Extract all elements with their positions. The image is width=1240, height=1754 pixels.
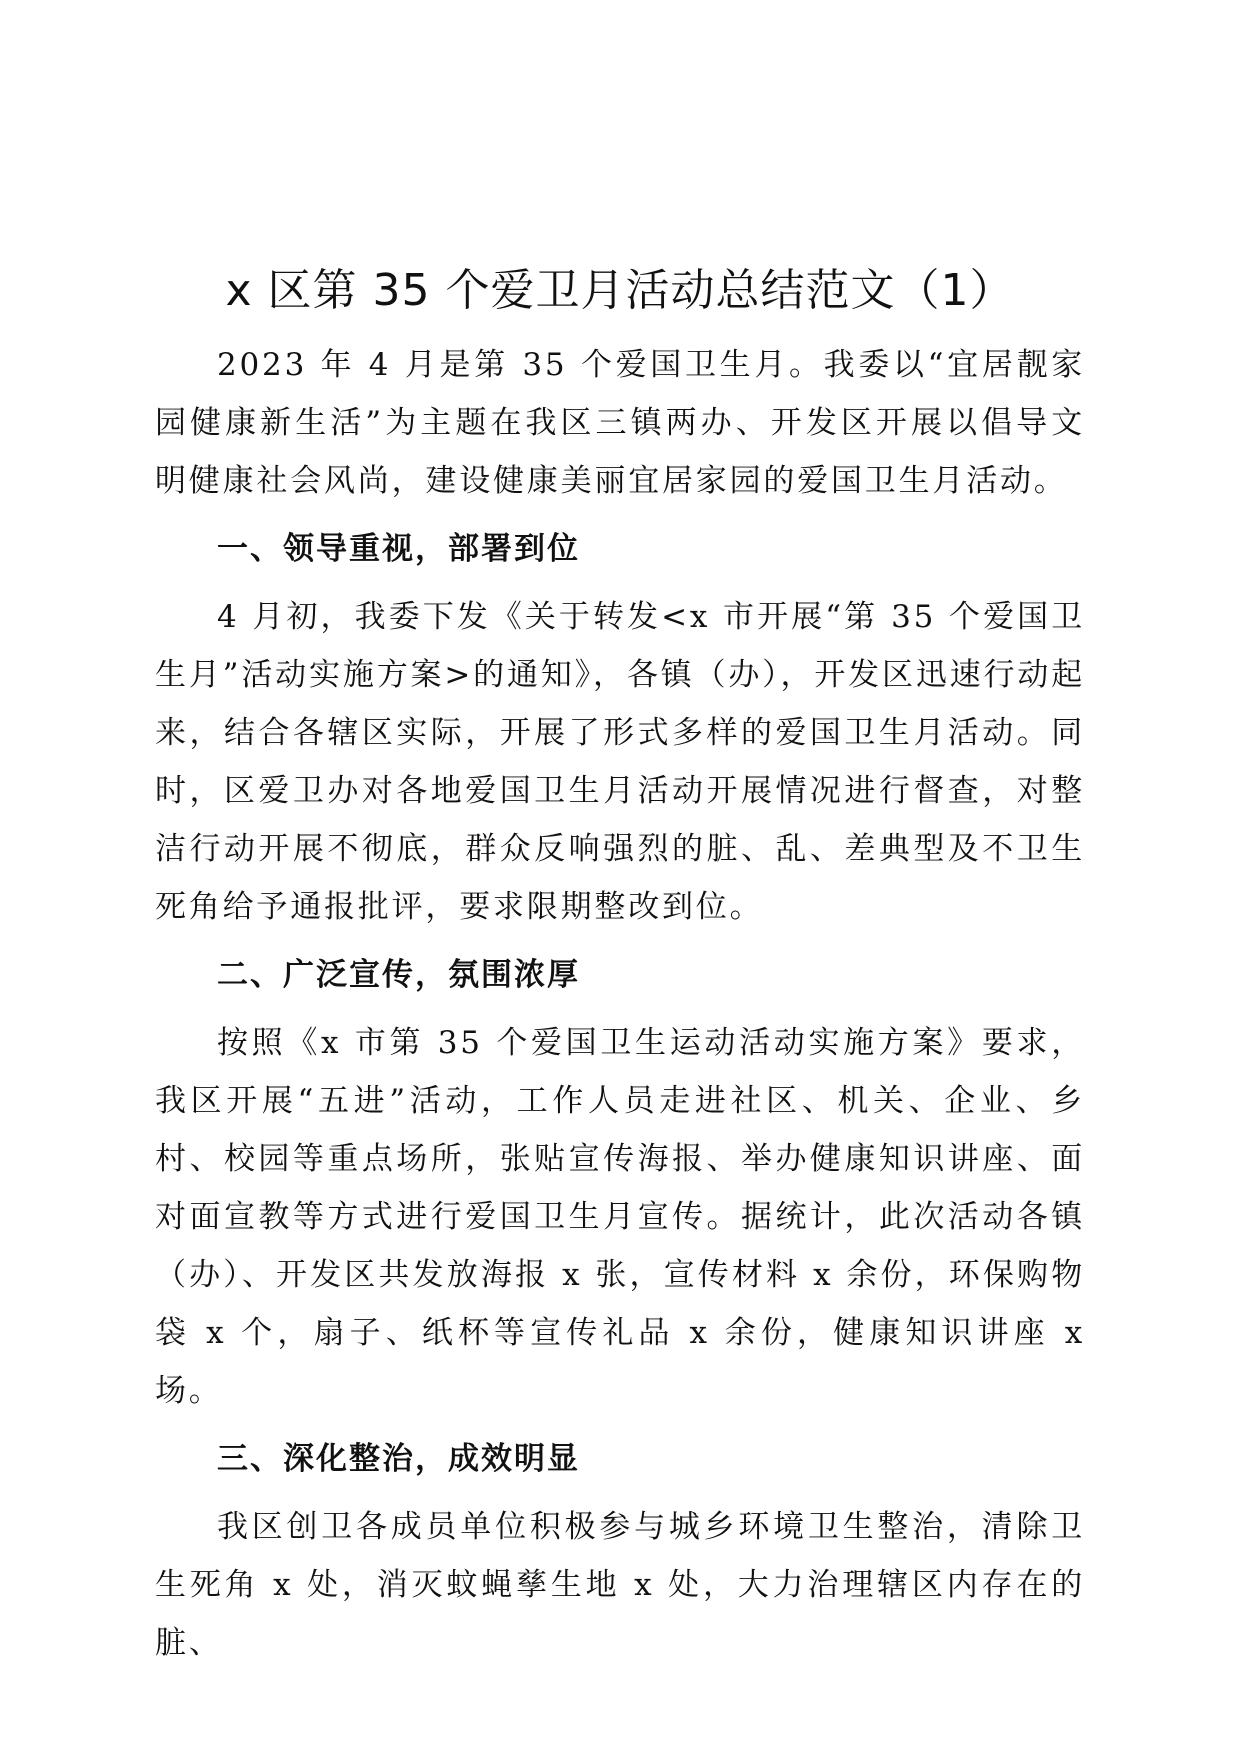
section-paragraph-2: 按照《x 市第 35 个爱国卫生运动活动实施方案》要求，我区开展“五进”活动，工作人员走进社区、机关、企业、乡村、校园等重点场所，张贴宣传海报、举办健康知识讲座、面对面宣教等方式进行爱国卫生月宣传。据统计，此次活动各镇（办）、开发区共发放海报 x 张，宣传材料 x 余份，环保购物袋 x 个，扇子、纸杯等宣传礼品 x 余份，健康知识讲座 x 场。: [155, 1025, 1085, 1409]
document-title: x 区第 35 个爱卫月活动总结范文（1）: [225, 265, 1015, 317]
section-heading-1: 一、领导重视，部署到位: [217, 531, 580, 567]
intro-paragraph: 2023 年 4 月是第 35 个爱国卫生月。我委以“宜居靓家园健康新生活”为主题在我区三镇两办、开发区开展以倡导文明健康社会风尚，建设健康美丽宜居家园的爱国卫生月活动。: [155, 347, 1085, 499]
document-body: [155, 336, 1085, 1682]
section-paragraph-1: 4 月初，我委下发《关于转发<x 市开展“第 35 个爱国卫生月”活动实施方案>的通知》，各镇（办），开发区迅速行动起来，结合各辖区实际，开展了形式多样的爱国卫生月活动。同时，区爱卫办对各地爱国卫生月活动开展情况进行督查，对整洁行动开展不彻底，群众反响强烈的脏、乱、差典型及不卫生死角给予通报批评，要求限期整改到位。: [155, 599, 1085, 925]
section-heading-2: 二、广泛宣传，氛围浓厚: [217, 957, 580, 993]
section-heading-3: 三、深化整治，成效明显: [217, 1441, 580, 1477]
section-paragraph-3: 我区创卫各成员单位积极参与城乡环境卫生整治，清除卫生死角 x 处，消灭蚊蝇孳生地 x 处，大力治理辖区内存在的脏、: [155, 1509, 1085, 1661]
